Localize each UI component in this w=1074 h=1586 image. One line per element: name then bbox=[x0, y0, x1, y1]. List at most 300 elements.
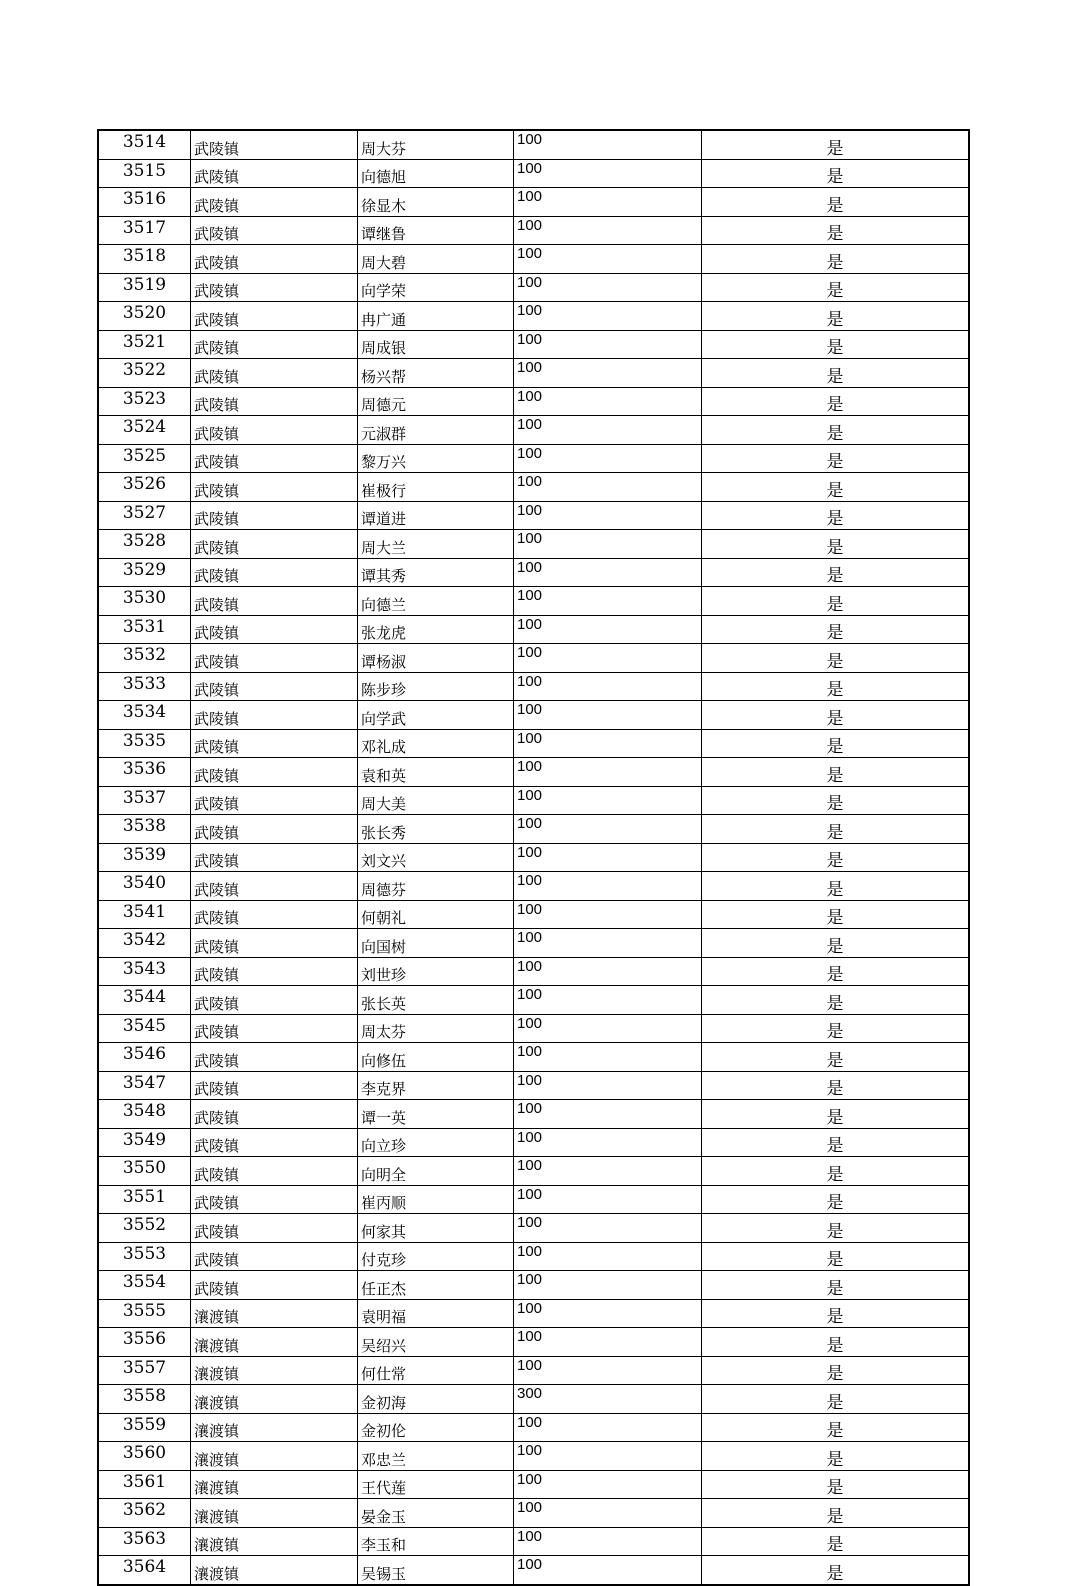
table-row bbox=[98, 957, 969, 986]
name-cell: 张长秀 bbox=[358, 815, 514, 844]
flag-cell: 是 bbox=[702, 1556, 970, 1585]
table-row bbox=[98, 1527, 969, 1556]
amount-cell: 100 bbox=[514, 416, 702, 445]
name-cell: 任正杰 bbox=[358, 1271, 514, 1300]
table-row bbox=[98, 1214, 969, 1243]
flag-cell: 是 bbox=[702, 530, 970, 559]
table-row bbox=[98, 1470, 969, 1499]
amount-cell: 100 bbox=[514, 1242, 702, 1271]
town-cell: 武陵镇 bbox=[191, 1214, 358, 1243]
town-cell: 瀼渡镇 bbox=[191, 1442, 358, 1471]
town-cell: 武陵镇 bbox=[191, 416, 358, 445]
flag-cell: 是 bbox=[702, 1499, 970, 1528]
amount-cell: 100 bbox=[514, 1157, 702, 1186]
flag-cell: 是 bbox=[702, 957, 970, 986]
town-cell: 武陵镇 bbox=[191, 501, 358, 530]
town-cell: 武陵镇 bbox=[191, 1100, 358, 1129]
town-cell: 武陵镇 bbox=[191, 1128, 358, 1157]
row-number-cell: 3541 bbox=[98, 900, 191, 929]
flag-cell: 是 bbox=[702, 302, 970, 331]
flag-cell: 是 bbox=[702, 1043, 970, 1072]
flag-cell: 是 bbox=[702, 444, 970, 473]
flag-cell: 是 bbox=[702, 986, 970, 1015]
town-cell: 武陵镇 bbox=[191, 359, 358, 388]
row-number-cell: 3518 bbox=[98, 245, 191, 274]
name-cell: 邓忠兰 bbox=[358, 1442, 514, 1471]
row-number-cell: 3520 bbox=[98, 302, 191, 331]
name-cell: 吴绍兴 bbox=[358, 1328, 514, 1357]
name-cell: 吴锡玉 bbox=[358, 1556, 514, 1585]
amount-cell: 100 bbox=[514, 957, 702, 986]
row-number-cell: 3556 bbox=[98, 1328, 191, 1357]
flag-cell: 是 bbox=[702, 330, 970, 359]
amount-cell: 100 bbox=[514, 1271, 702, 1300]
table-row bbox=[98, 245, 969, 274]
row-number-cell: 3550 bbox=[98, 1157, 191, 1186]
row-number-cell: 3547 bbox=[98, 1071, 191, 1100]
row-number-cell: 3516 bbox=[98, 188, 191, 217]
amount-cell: 100 bbox=[514, 929, 702, 958]
row-number-cell: 3545 bbox=[98, 1014, 191, 1043]
table-row bbox=[98, 273, 969, 302]
name-cell: 付克珍 bbox=[358, 1242, 514, 1271]
row-number-cell: 3532 bbox=[98, 644, 191, 673]
row-number-cell: 3558 bbox=[98, 1385, 191, 1414]
town-cell: 武陵镇 bbox=[191, 758, 358, 787]
amount-cell: 100 bbox=[514, 1128, 702, 1157]
amount-cell: 300 bbox=[514, 1385, 702, 1414]
table-row bbox=[98, 302, 969, 331]
amount-cell: 100 bbox=[514, 587, 702, 616]
amount-cell: 100 bbox=[514, 1299, 702, 1328]
name-cell: 向国树 bbox=[358, 929, 514, 958]
table-row bbox=[98, 1328, 969, 1357]
name-cell: 向立珍 bbox=[358, 1128, 514, 1157]
row-number-cell: 3523 bbox=[98, 387, 191, 416]
row-number-cell: 3528 bbox=[98, 530, 191, 559]
row-number-cell: 3553 bbox=[98, 1242, 191, 1271]
row-number-cell: 3557 bbox=[98, 1356, 191, 1385]
table-row bbox=[98, 159, 969, 188]
town-cell: 武陵镇 bbox=[191, 872, 358, 901]
row-number-cell: 3551 bbox=[98, 1185, 191, 1214]
amount-cell: 100 bbox=[514, 1328, 702, 1357]
name-cell: 崔极行 bbox=[358, 473, 514, 502]
flag-cell: 是 bbox=[702, 473, 970, 502]
table-row bbox=[98, 1157, 969, 1186]
name-cell: 邓礼成 bbox=[358, 729, 514, 758]
amount-cell: 100 bbox=[514, 558, 702, 587]
amount-cell: 100 bbox=[514, 815, 702, 844]
amount-cell: 100 bbox=[514, 872, 702, 901]
row-number-cell: 3564 bbox=[98, 1556, 191, 1585]
amount-cell: 100 bbox=[514, 359, 702, 388]
flag-cell: 是 bbox=[702, 416, 970, 445]
table-row bbox=[98, 330, 969, 359]
row-number-cell: 3560 bbox=[98, 1442, 191, 1471]
table-row bbox=[98, 1385, 969, 1414]
flag-cell: 是 bbox=[702, 1356, 970, 1385]
row-number-cell: 3538 bbox=[98, 815, 191, 844]
name-cell: 周大美 bbox=[358, 786, 514, 815]
name-cell: 张长英 bbox=[358, 986, 514, 1015]
town-cell: 武陵镇 bbox=[191, 558, 358, 587]
row-number-cell: 3522 bbox=[98, 359, 191, 388]
table-row bbox=[98, 986, 969, 1015]
name-cell: 周成银 bbox=[358, 330, 514, 359]
flag-cell: 是 bbox=[702, 1214, 970, 1243]
flag-cell: 是 bbox=[702, 387, 970, 416]
flag-cell: 是 bbox=[702, 188, 970, 217]
name-cell: 黎万兴 bbox=[358, 444, 514, 473]
table-row bbox=[98, 473, 969, 502]
name-cell: 金初海 bbox=[358, 1385, 514, 1414]
amount-cell: 100 bbox=[514, 216, 702, 245]
row-number-cell: 3517 bbox=[98, 216, 191, 245]
flag-cell: 是 bbox=[702, 701, 970, 730]
row-number-cell: 3515 bbox=[98, 159, 191, 188]
amount-cell: 100 bbox=[514, 1442, 702, 1471]
town-cell: 武陵镇 bbox=[191, 729, 358, 758]
flag-cell: 是 bbox=[702, 1527, 970, 1556]
amount-cell: 100 bbox=[514, 701, 702, 730]
row-number-cell: 3527 bbox=[98, 501, 191, 530]
town-cell: 武陵镇 bbox=[191, 216, 358, 245]
flag-cell: 是 bbox=[702, 1385, 970, 1414]
row-number-cell: 3530 bbox=[98, 587, 191, 616]
town-cell: 武陵镇 bbox=[191, 957, 358, 986]
name-cell: 何家其 bbox=[358, 1214, 514, 1243]
name-cell: 何朝礼 bbox=[358, 900, 514, 929]
town-cell: 武陵镇 bbox=[191, 1071, 358, 1100]
amount-cell: 100 bbox=[514, 273, 702, 302]
amount-cell: 100 bbox=[514, 1556, 702, 1585]
row-number-cell: 3539 bbox=[98, 843, 191, 872]
row-number-cell: 3561 bbox=[98, 1470, 191, 1499]
row-number-cell: 3543 bbox=[98, 957, 191, 986]
row-number-cell: 3514 bbox=[98, 130, 191, 159]
town-cell: 武陵镇 bbox=[191, 1271, 358, 1300]
amount-cell: 100 bbox=[514, 387, 702, 416]
town-cell: 武陵镇 bbox=[191, 786, 358, 815]
flag-cell: 是 bbox=[702, 900, 970, 929]
amount-cell: 100 bbox=[514, 843, 702, 872]
row-number-cell: 3548 bbox=[98, 1100, 191, 1129]
town-cell: 武陵镇 bbox=[191, 843, 358, 872]
name-cell: 金初伦 bbox=[358, 1413, 514, 1442]
flag-cell: 是 bbox=[702, 130, 970, 159]
flag-cell: 是 bbox=[702, 672, 970, 701]
amount-cell: 100 bbox=[514, 245, 702, 274]
amount-cell: 100 bbox=[514, 644, 702, 673]
flag-cell: 是 bbox=[702, 815, 970, 844]
town-cell: 瀼渡镇 bbox=[191, 1527, 358, 1556]
row-number-cell: 3519 bbox=[98, 273, 191, 302]
amount-cell: 100 bbox=[514, 159, 702, 188]
flag-cell: 是 bbox=[702, 1413, 970, 1442]
town-cell: 武陵镇 bbox=[191, 986, 358, 1015]
name-cell: 谭继鲁 bbox=[358, 216, 514, 245]
table-row bbox=[98, 587, 969, 616]
table-row bbox=[98, 644, 969, 673]
town-cell: 武陵镇 bbox=[191, 302, 358, 331]
amount-cell: 100 bbox=[514, 188, 702, 217]
name-cell: 向学荣 bbox=[358, 273, 514, 302]
table-row bbox=[98, 1071, 969, 1100]
flag-cell: 是 bbox=[702, 929, 970, 958]
name-cell: 向学武 bbox=[358, 701, 514, 730]
name-cell: 向德兰 bbox=[358, 587, 514, 616]
name-cell: 周大芬 bbox=[358, 130, 514, 159]
table-row bbox=[98, 1299, 969, 1328]
name-cell: 徐显木 bbox=[358, 188, 514, 217]
town-cell: 瀼渡镇 bbox=[191, 1556, 358, 1585]
flag-cell: 是 bbox=[702, 1470, 970, 1499]
town-cell: 武陵镇 bbox=[191, 273, 358, 302]
table-row bbox=[98, 1100, 969, 1129]
flag-cell: 是 bbox=[702, 501, 970, 530]
amount-cell: 100 bbox=[514, 130, 702, 159]
name-cell: 王代莲 bbox=[358, 1470, 514, 1499]
row-number-cell: 3521 bbox=[98, 330, 191, 359]
row-number-cell: 3537 bbox=[98, 786, 191, 815]
town-cell: 武陵镇 bbox=[191, 159, 358, 188]
flag-cell: 是 bbox=[702, 159, 970, 188]
name-cell: 谭道进 bbox=[358, 501, 514, 530]
table-row bbox=[98, 359, 969, 388]
town-cell: 武陵镇 bbox=[191, 330, 358, 359]
table-row bbox=[98, 1128, 969, 1157]
flag-cell: 是 bbox=[702, 273, 970, 302]
table-row bbox=[98, 416, 969, 445]
flag-cell: 是 bbox=[702, 1157, 970, 1186]
flag-cell: 是 bbox=[702, 1442, 970, 1471]
town-cell: 武陵镇 bbox=[191, 387, 358, 416]
name-cell: 何仕常 bbox=[358, 1356, 514, 1385]
row-number-cell: 3546 bbox=[98, 1043, 191, 1072]
flag-cell: 是 bbox=[702, 644, 970, 673]
table-row bbox=[98, 843, 969, 872]
name-cell: 袁明福 bbox=[358, 1299, 514, 1328]
row-number-cell: 3542 bbox=[98, 929, 191, 958]
flag-cell: 是 bbox=[702, 587, 970, 616]
row-number-cell: 3562 bbox=[98, 1499, 191, 1528]
flag-cell: 是 bbox=[702, 1185, 970, 1214]
amount-cell: 100 bbox=[514, 1356, 702, 1385]
flag-cell: 是 bbox=[702, 729, 970, 758]
flag-cell: 是 bbox=[702, 786, 970, 815]
name-cell: 谭杨淑 bbox=[358, 644, 514, 673]
flag-cell: 是 bbox=[702, 872, 970, 901]
town-cell: 武陵镇 bbox=[191, 473, 358, 502]
table-row bbox=[98, 1185, 969, 1214]
flag-cell: 是 bbox=[702, 843, 970, 872]
name-cell: 袁和英 bbox=[358, 758, 514, 787]
row-number-cell: 3563 bbox=[98, 1527, 191, 1556]
name-cell: 李克界 bbox=[358, 1071, 514, 1100]
amount-cell: 100 bbox=[514, 444, 702, 473]
amount-cell: 100 bbox=[514, 1071, 702, 1100]
name-cell: 周太芬 bbox=[358, 1014, 514, 1043]
table-row bbox=[98, 1271, 969, 1300]
town-cell: 武陵镇 bbox=[191, 929, 358, 958]
flag-cell: 是 bbox=[702, 1271, 970, 1300]
row-number-cell: 3525 bbox=[98, 444, 191, 473]
name-cell: 谭一英 bbox=[358, 1100, 514, 1129]
table-row bbox=[98, 1413, 969, 1442]
amount-cell: 100 bbox=[514, 302, 702, 331]
town-cell: 武陵镇 bbox=[191, 530, 358, 559]
row-number-cell: 3524 bbox=[98, 416, 191, 445]
name-cell: 向德旭 bbox=[358, 159, 514, 188]
row-number-cell: 3536 bbox=[98, 758, 191, 787]
amount-cell: 100 bbox=[514, 473, 702, 502]
town-cell: 武陵镇 bbox=[191, 900, 358, 929]
row-number-cell: 3534 bbox=[98, 701, 191, 730]
name-cell: 周德芬 bbox=[358, 872, 514, 901]
flag-cell: 是 bbox=[702, 1242, 970, 1271]
table-row bbox=[98, 729, 969, 758]
amount-cell: 100 bbox=[514, 1014, 702, 1043]
name-cell: 刘世珍 bbox=[358, 957, 514, 986]
amount-cell: 100 bbox=[514, 1100, 702, 1129]
name-cell: 向明全 bbox=[358, 1157, 514, 1186]
town-cell: 武陵镇 bbox=[191, 1157, 358, 1186]
town-cell: 武陵镇 bbox=[191, 1185, 358, 1214]
row-number-cell: 3535 bbox=[98, 729, 191, 758]
town-cell: 武陵镇 bbox=[191, 672, 358, 701]
town-cell: 武陵镇 bbox=[191, 1043, 358, 1072]
row-number-cell: 3554 bbox=[98, 1271, 191, 1300]
amount-cell: 100 bbox=[514, 615, 702, 644]
amount-cell: 100 bbox=[514, 330, 702, 359]
table-row bbox=[98, 900, 969, 929]
amount-cell: 100 bbox=[514, 900, 702, 929]
amount-cell: 100 bbox=[514, 1470, 702, 1499]
town-cell: 武陵镇 bbox=[191, 815, 358, 844]
amount-cell: 100 bbox=[514, 1413, 702, 1442]
town-cell: 武陵镇 bbox=[191, 644, 358, 673]
flag-cell: 是 bbox=[702, 1128, 970, 1157]
town-cell: 瀼渡镇 bbox=[191, 1499, 358, 1528]
flag-cell: 是 bbox=[702, 359, 970, 388]
amount-cell: 100 bbox=[514, 1214, 702, 1243]
row-number-cell: 3533 bbox=[98, 672, 191, 701]
town-cell: 瀼渡镇 bbox=[191, 1385, 358, 1414]
amount-cell: 100 bbox=[514, 758, 702, 787]
flag-cell: 是 bbox=[702, 615, 970, 644]
table-row bbox=[98, 130, 969, 159]
name-cell: 张龙虎 bbox=[358, 615, 514, 644]
flag-cell: 是 bbox=[702, 1328, 970, 1357]
flag-cell: 是 bbox=[702, 245, 970, 274]
town-cell: 瀼渡镇 bbox=[191, 1299, 358, 1328]
table-row bbox=[98, 815, 969, 844]
name-cell: 谭其秀 bbox=[358, 558, 514, 587]
row-number-cell: 3529 bbox=[98, 558, 191, 587]
amount-cell: 100 bbox=[514, 729, 702, 758]
town-cell: 瀼渡镇 bbox=[191, 1413, 358, 1442]
row-number-cell: 3540 bbox=[98, 872, 191, 901]
table-body bbox=[98, 130, 969, 1585]
table-row bbox=[98, 786, 969, 815]
amount-cell: 100 bbox=[514, 1185, 702, 1214]
town-cell: 武陵镇 bbox=[191, 188, 358, 217]
name-cell: 崔丙顺 bbox=[358, 1185, 514, 1214]
amount-cell: 100 bbox=[514, 530, 702, 559]
amount-cell: 100 bbox=[514, 1043, 702, 1072]
table-row bbox=[98, 1556, 969, 1585]
table-row bbox=[98, 872, 969, 901]
row-number-cell: 3544 bbox=[98, 986, 191, 1015]
amount-cell: 100 bbox=[514, 986, 702, 1015]
town-cell: 武陵镇 bbox=[191, 615, 358, 644]
name-cell: 晏金玉 bbox=[358, 1499, 514, 1528]
name-cell: 周大碧 bbox=[358, 245, 514, 274]
data-table bbox=[97, 129, 970, 1586]
name-cell: 李玉和 bbox=[358, 1527, 514, 1556]
flag-cell: 是 bbox=[702, 216, 970, 245]
name-cell: 向修伍 bbox=[358, 1043, 514, 1072]
name-cell: 杨兴帮 bbox=[358, 359, 514, 388]
flag-cell: 是 bbox=[702, 558, 970, 587]
amount-cell: 100 bbox=[514, 501, 702, 530]
row-number-cell: 3559 bbox=[98, 1413, 191, 1442]
table-row bbox=[98, 1043, 969, 1072]
town-cell: 武陵镇 bbox=[191, 130, 358, 159]
table-row bbox=[98, 188, 969, 217]
town-cell: 瀼渡镇 bbox=[191, 1356, 358, 1385]
table-row bbox=[98, 615, 969, 644]
flag-cell: 是 bbox=[702, 758, 970, 787]
table-row bbox=[98, 929, 969, 958]
town-cell: 武陵镇 bbox=[191, 1242, 358, 1271]
flag-cell: 是 bbox=[702, 1299, 970, 1328]
name-cell: 陈步珍 bbox=[358, 672, 514, 701]
amount-cell: 100 bbox=[514, 1499, 702, 1528]
name-cell: 周德元 bbox=[358, 387, 514, 416]
table-row bbox=[98, 387, 969, 416]
row-number-cell: 3531 bbox=[98, 615, 191, 644]
amount-cell: 100 bbox=[514, 672, 702, 701]
row-number-cell: 3555 bbox=[98, 1299, 191, 1328]
row-number-cell: 3549 bbox=[98, 1128, 191, 1157]
table-row bbox=[98, 672, 969, 701]
table-row bbox=[98, 701, 969, 730]
row-number-cell: 3552 bbox=[98, 1214, 191, 1243]
town-cell: 武陵镇 bbox=[191, 1014, 358, 1043]
name-cell: 冉广通 bbox=[358, 302, 514, 331]
table-row bbox=[98, 216, 969, 245]
town-cell: 瀼渡镇 bbox=[191, 1470, 358, 1499]
table-row bbox=[98, 1499, 969, 1528]
town-cell: 武陵镇 bbox=[191, 701, 358, 730]
town-cell: 武陵镇 bbox=[191, 444, 358, 473]
flag-cell: 是 bbox=[702, 1014, 970, 1043]
flag-cell: 是 bbox=[702, 1100, 970, 1129]
table-row bbox=[98, 758, 969, 787]
table-row bbox=[98, 1242, 969, 1271]
town-cell: 武陵镇 bbox=[191, 245, 358, 274]
town-cell: 武陵镇 bbox=[191, 587, 358, 616]
table-row bbox=[98, 1442, 969, 1471]
table-row bbox=[98, 1014, 969, 1043]
flag-cell: 是 bbox=[702, 1071, 970, 1100]
town-cell: 瀼渡镇 bbox=[191, 1328, 358, 1357]
name-cell: 元淑群 bbox=[358, 416, 514, 445]
amount-cell: 100 bbox=[514, 786, 702, 815]
amount-cell: 100 bbox=[514, 1527, 702, 1556]
